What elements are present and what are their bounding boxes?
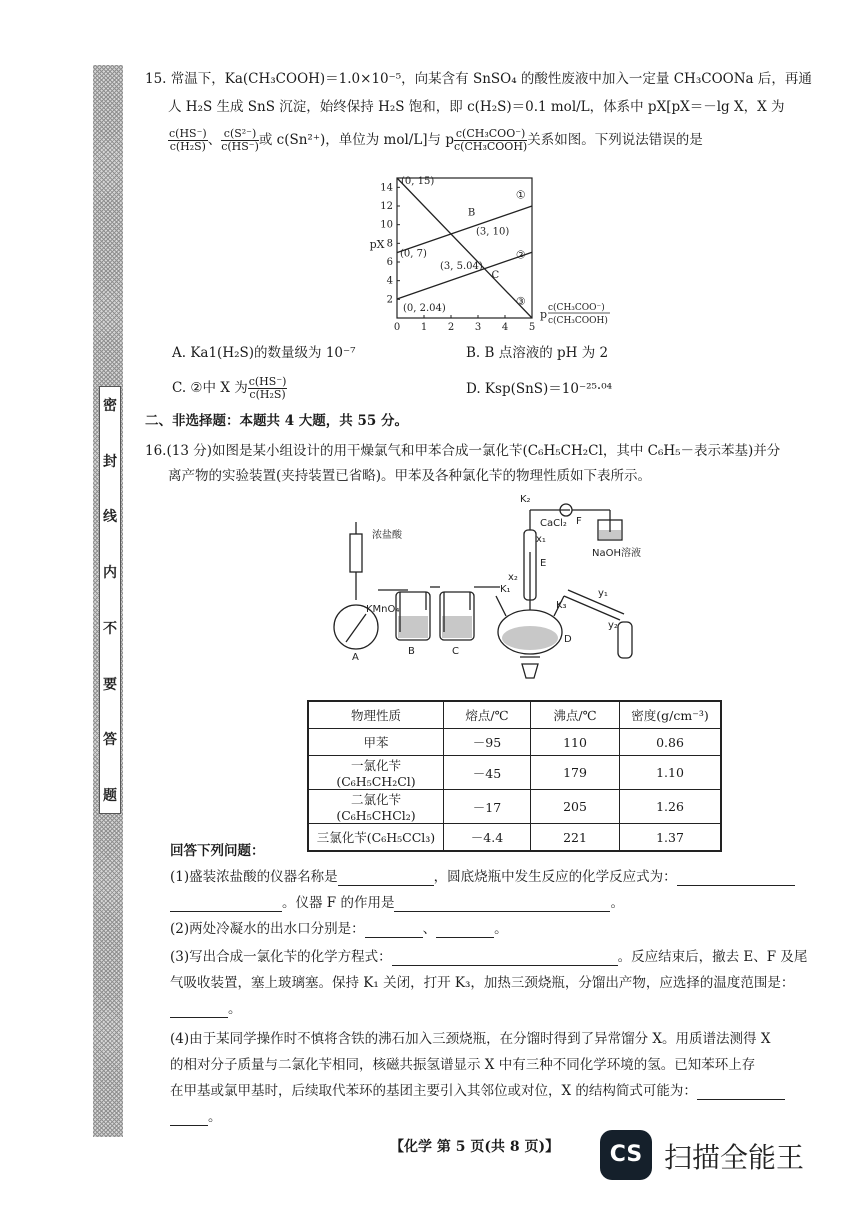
table-cell: 221 (531, 824, 620, 852)
label-e: E (540, 558, 547, 569)
answer-blank[interactable] (170, 897, 282, 912)
table-row (308, 756, 721, 790)
series-tag: ① (515, 188, 526, 202)
y-tick-label: 12 (380, 201, 393, 212)
part2-line: (2)两处冷凝水的出水口分别是： 、 。 (170, 921, 508, 937)
fraction-acetate: $\frac{\text{c(CH₃COO⁻)}}{\text{c(CH₃COOH)}}$ (454, 127, 528, 153)
part3-line2: 气吸收装置，塞上玻璃塞。保持 K₁ 关闭，打开 K₃，加热三颈烧瓶，分馏出产物，应选择的温度范围是： (170, 975, 795, 991)
seal-char: 线 (103, 509, 117, 526)
seal-char: 题 (103, 787, 117, 804)
q16-line2: 离产物的实验装置(夹持装置已省略)。甲苯及各种氯化苄的物理性质如下表所示。 (168, 468, 652, 484)
properties-table (307, 700, 722, 852)
camscanner-logo-icon: CS (600, 1130, 652, 1180)
label-c: C (452, 646, 459, 657)
part4-line1: (4)由于某同学操作时不慎将含铁的沸石加入三颈烧瓶，在分馏时得到了异常馏分 X。用质谱法测得 X (170, 1031, 771, 1047)
annotation: (3, 10) (476, 226, 510, 238)
answer-blank[interactable] (677, 871, 795, 886)
part4-line2: 的相对分子质量与二氯化苄相同，核磁共振氢谱显示 X 中有三种不同化学环境的氢。已知苯环上存 (170, 1057, 756, 1073)
table-cell: 甲苯 (308, 729, 444, 756)
section-heading: 二、非选择题：本题共 4 大题，共 55 分。 (145, 413, 408, 429)
option-b: B. B 点溶液的 pH 为 2 (466, 345, 609, 361)
seal-char: 封 (103, 453, 117, 470)
y-tick-label: 14 (380, 182, 393, 194)
answer-blank[interactable] (338, 871, 434, 886)
y-tick-label: 8 (386, 238, 393, 250)
annotation: (0, 15) (401, 176, 435, 187)
x-tick-label: 3 (474, 322, 482, 333)
camscanner-watermark: 扫描全能王 (664, 1141, 805, 1174)
label-k2: K₂ (520, 494, 531, 505)
x-axis-label-denominator: c(CH₃COOH) (548, 316, 608, 326)
table-cell: －45 (444, 756, 531, 790)
y-axis-label: pX (369, 238, 385, 252)
px-chart (365, 168, 625, 338)
answer-blank[interactable] (170, 1111, 208, 1126)
seal-char: 内 (103, 565, 117, 582)
table-header: 物理性质 (308, 701, 444, 729)
x-axis-label-numerator: c(CH₃COO⁻) (548, 303, 605, 313)
series-tag: ② (515, 248, 526, 262)
label-cacl2: CaCl₂ (540, 518, 567, 529)
table-cell: 179 (531, 756, 620, 790)
part1-line1: (1)盛装浓盐酸的仪器名称是 ，圆底烧瓶中发生反应的化学反应式为： (170, 868, 795, 886)
annotation: C (491, 269, 500, 281)
seal-char: 要 (103, 676, 117, 693)
series-line-1 (397, 206, 532, 253)
q15-line3: $\frac{c(HS^-)}{\text{c(H₂S)}}$ 、 $\frac{\text{c(S²⁻)}}{c(HS^-)}$ 或 c(Sn²⁺)，单位为 mol/L]与 p $\frac{\text{c(CH₃COO⁻)}}{\text{c(CH₃COOH)}}$ 关系如图。下列说法错误的是 (169, 127, 703, 153)
label-y2: y₂ (608, 620, 618, 631)
table-header: 沸点/℃ (531, 701, 620, 729)
x-tick-label: 0 (393, 322, 401, 333)
label-d: D (564, 634, 572, 645)
seal-char: 密 (103, 398, 117, 414)
part1-line2: 。仪器 F 的作用是 。 (170, 894, 624, 912)
label-x1: x₁ (536, 534, 546, 545)
label-k3: K₃ (556, 600, 567, 611)
table-cell: 三氯化苄(C₆H₅CCl₃) (308, 824, 444, 852)
q15-line1: 15. 常温下，Ka(CH₃COOH)＝1.0×10⁻⁵，向某含有 SnSO₄ 的酸性废液中加入一定量 CH₃COONa 后，再通 (145, 71, 812, 87)
page-footer: 【化学 第 5 页(共 8 页)】 (390, 1139, 560, 1155)
option-a: A. Ka1(H₂S)的数量级为 10⁻⁷ (172, 345, 356, 361)
fraction-hs-h2s: $\frac{c(HS^-)}{\text{c(H₂S)}}$ (169, 127, 207, 153)
series-tag: ③ (515, 294, 526, 308)
table-row (308, 790, 721, 824)
y-tick-label: 6 (386, 257, 393, 268)
table-cell: 一氯化苄(C₆H₅CH₂Cl) (308, 756, 444, 790)
label-y1: y₁ (598, 588, 608, 599)
table-cell: －17 (444, 790, 531, 824)
label-x2: x₂ (508, 572, 518, 583)
table-cell: 1.26 (620, 790, 722, 824)
table-cell: 二氯化苄(C₆H₅CHCl₂) (308, 790, 444, 824)
y-tick-label: 10 (380, 219, 393, 231)
table-cell: 0.86 (620, 729, 722, 756)
label-a: A (352, 652, 359, 663)
table-cell: 110 (531, 729, 620, 756)
x-tick-label: 4 (501, 322, 509, 333)
annotation: (0, 2.04) (403, 302, 446, 314)
table-header: 密度(g/cm⁻³) (620, 701, 722, 729)
annotation: B (467, 207, 476, 219)
answer-blank[interactable] (392, 951, 618, 966)
seal-char: 答 (103, 732, 117, 749)
seal-char: 不 (103, 620, 117, 637)
answer-blank[interactable] (394, 897, 610, 912)
option-d: D. Ksp(SnS)＝10⁻²⁵·⁰⁴ (466, 381, 613, 397)
x-tick-label: 1 (420, 322, 428, 333)
q16-line1: 16.(13 分)如图是某小组设计的用干燥氯气和甲苯合成一氯化苄(C₆H₅CH₂Cl，其中 C₆H₅－表示苯基)并分 (145, 443, 781, 459)
annotation: (3, 5.04) (440, 260, 483, 272)
answer-blank[interactable] (170, 1003, 228, 1018)
x-tick-label: 2 (447, 322, 455, 333)
option-c: C. ②中 X 为 $\frac{c(HS^-)}{\text{c(H₂S)}}$ (172, 375, 287, 401)
answer-intro: 回答下列问题： (170, 843, 265, 859)
apparatus-diagram (330, 492, 650, 692)
part3-line1: (3)写出合成一氯化苄的化学方程式： 。反应结束后，撤去 E、F 及尾 (170, 949, 808, 965)
table-cell: 1.37 (620, 824, 722, 852)
label-kmno4: KMnO₄ (366, 604, 400, 615)
table-cell: 1.10 (620, 756, 722, 790)
fraction-s-hs: $\frac{\text{c(S²⁻)}}{c(HS^-)}$ (221, 127, 259, 153)
label-naoh: NaOH溶液 (592, 548, 641, 559)
part3-line3: 。 (170, 1000, 242, 1018)
q15-line2: 人 H₂S 生成 SnS 沉淀，始终保持 H₂S 饱和，即 c(H₂S)＝0.1 mol/L，体系中 pX[pX＝－lg X，X 为 (168, 99, 785, 115)
y-tick-label: 2 (386, 294, 393, 306)
table-cell: －95 (444, 729, 531, 756)
answer-blank[interactable] (436, 923, 494, 938)
x-tick-label: 5 (528, 322, 536, 333)
table-row (308, 824, 721, 852)
table-cell: 205 (531, 790, 620, 824)
table-row (308, 729, 721, 756)
label-conc-hcl: 浓盐酸 (372, 530, 402, 541)
label-b: B (408, 646, 415, 657)
x-axis-label: p (540, 308, 548, 321)
table-header: 熔点/℃ (444, 701, 531, 729)
answer-blank[interactable] (365, 923, 423, 938)
y-tick-label: 4 (386, 275, 393, 287)
seal-line-notice (99, 386, 121, 814)
annotation: (0, 7) (400, 248, 427, 260)
part4-line4: 。 (170, 1108, 222, 1126)
label-k1: K₁ (500, 584, 511, 595)
table-header-row (308, 701, 721, 729)
answer-blank[interactable] (697, 1085, 785, 1100)
part4-line3: 在甲基或氯甲基时，后续取代苯环的基团主要引入其邻位或对位，X 的结构简式可能为： (170, 1082, 785, 1100)
table-cell: －4.4 (444, 824, 531, 852)
label-f: F (576, 516, 582, 527)
